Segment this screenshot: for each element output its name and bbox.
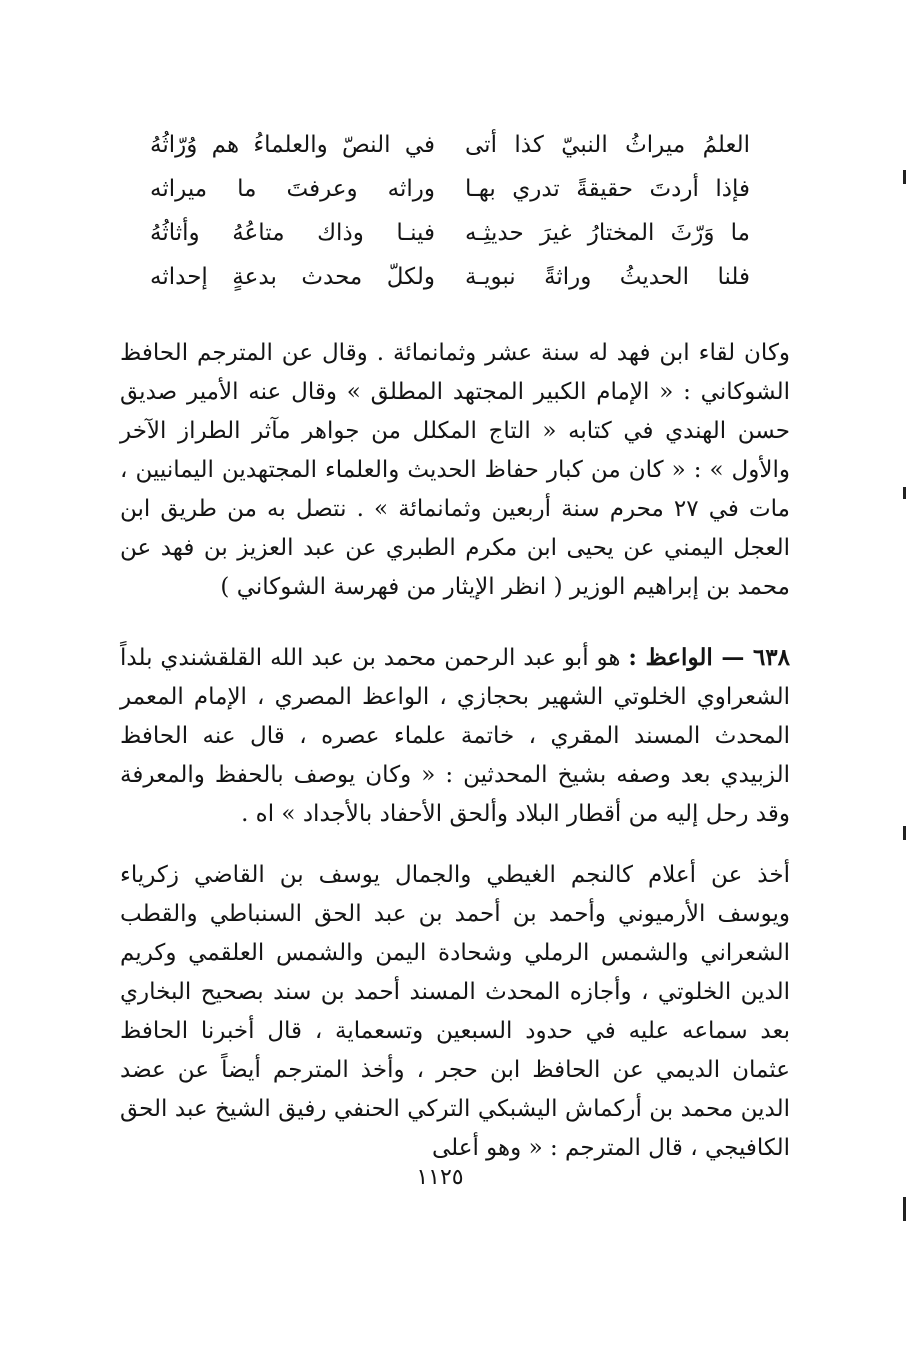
verse-first-hemistich: العلمُ ميراثُ النبيّ كذا أتى <box>465 132 750 158</box>
poem-verse <box>150 264 750 308</box>
verse-second-hemistich: وراثه وعرفتَ ما ميراثه <box>150 176 435 202</box>
edge-scan-mark <box>903 170 906 184</box>
paragraph-entry-638 <box>120 638 790 834</box>
verse-second-hemistich: ولكلّ محدث بدعةٍ إحداثه <box>150 264 435 290</box>
entry-number-title: ٦٣٨ — الواعظ : <box>628 644 790 671</box>
edge-scan-mark <box>903 487 906 499</box>
poem <box>150 132 750 308</box>
verse-first-hemistich: فلنا الحديثُ وراثةً نبويـة <box>465 264 750 290</box>
poem-verse <box>150 220 750 264</box>
verse-second-hemistich: فينـا وذاك متاعُهُ وأثاثُهُ <box>150 220 435 246</box>
verse-second-hemistich: في النصّ والعلماءُ هم وُرّاثُهُ <box>150 132 435 158</box>
verse-first-hemistich: فإذا أردتَ حقيقةً تدري بهـا <box>465 176 750 202</box>
paragraph-shawkani-quote: وكان لقاء ابن فهد له سنة عشر وثمانمائة . وقال عن المترجم الحافظ الشوكاني : « الإمام الكبير المجتهد المطلق » وقال عنه الأمير صديق حسن الهندي في كتابه « التاج المكلل من جواهر مآثر الطراز الآخر والأول » : « كان من كبار حفاظ الحديث والعلماء المجتهدين اليمانيين ، مات في ٢٧ محرم سنة أربعين وثمانمائة » . نتصل به من طريق ابن العجل اليمني عن يحيى ابن مكرم الطبري عن عبد العزيز بن فهد عن محمد بن إبراهيم الوزير ( انظر الإيثار من فهرسة الشوكاني ) <box>120 340 790 600</box>
poem-verse <box>150 176 750 220</box>
poem-verse <box>150 132 750 176</box>
entry-body: هو أبو عبد الرحمن محمد بن عبد الله القلقشندي بلداً الشعراوي الخلوتي الشهير بحجازي ، الواعظ المصري ، الإمام المعمر المحدث المسند المقري ، خاتمة علماء عصره ، قال عنه الحافظ الزبيدي بعد وصفه بشيخ المحدثين : « وكان يوصف بالحفظ والمعرفة وقد رحل إليه من أقطار البلاد وألحق الأحفاد بالأجداد » اه . <box>120 645 790 827</box>
edge-scan-mark <box>903 1197 906 1221</box>
page-number: ١١٢٥ <box>416 1165 464 1190</box>
edge-scan-mark <box>903 826 906 840</box>
verse-first-hemistich: ما وَرّثَ المختارُ غيرَ حديثِـه <box>465 220 750 246</box>
paragraph-teachers: أخذ عن أعلام كالنجم الغيطي والجمال يوسف بن القاضي زكرياء ويوسف الأرميوني وأحمد بن أحمد بن عبد الحق السنباطي والقطب الشعراني والشمس الرملي وشحادة اليمن والشمس العلقمي وكريم الدين الخلوتي ، وأجازه المحدث المسند أحمد بن سند بصحيح البخاري بعد سماعه عليه في حدود السبعين وتسعماية ، قال أخبرنا الحافظ عثمان الديمي عن الحافظ ابن حجر ، وأخذ المترجم أيضاً عن عضد الدين محمد بن أركماش اليشبكي التركي الحنفي رفيق الشيخ عبد الحق الكافيجي ، قال المترجم : « وهو أعلى <box>120 862 790 1161</box>
